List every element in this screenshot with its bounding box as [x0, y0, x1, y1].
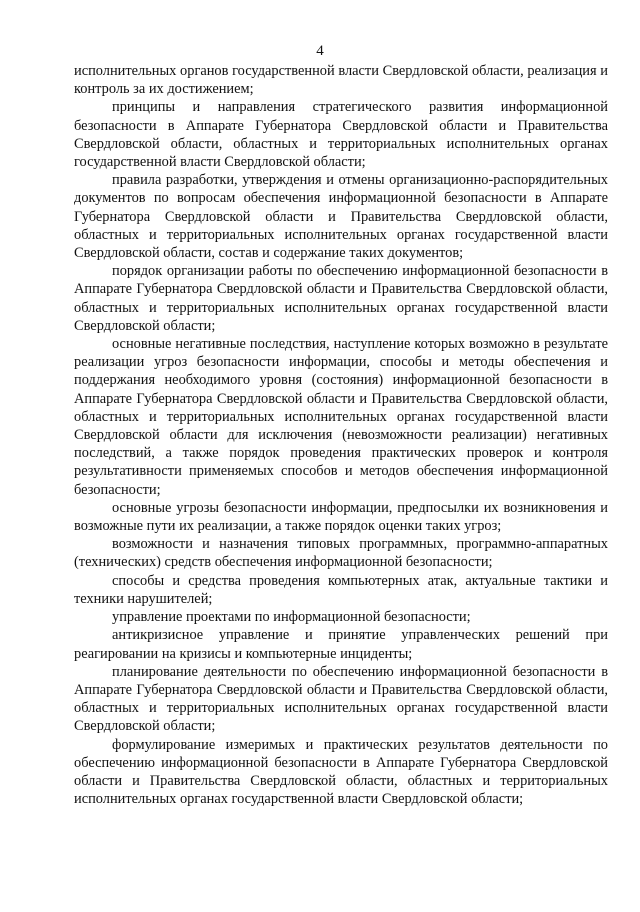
paragraph: возможности и назначения типовых программных, программно-аппаратных (технических) средств обеспечения информационной безопасности;: [74, 536, 608, 571]
document-body: [74, 62, 608, 808]
paragraph: основные угрозы безопасности информации, предпосылки их возникновения и возможные пути их реализации, а также порядок оценки таких угроз;: [74, 499, 608, 535]
paragraph: правила разработки, утверждения и отмены организационно-распорядительных документов по вопросам обеспечения информационной безопасности в Аппарате Губернатора Свердловской области и Правительства Свердловской области, областных и территориальных исполнительных органах государственной власти Свердловской области, состав и содержание таких документов;: [74, 172, 608, 262]
paragraph: основные негативные последствия, наступление которых возможно в результате реализации угроз безопасности информации, способы и методы обеспечения и поддержания необходимого уровня (состояния) информационной безопасности в Аппарате Губернатора Свердловской области и Правительства Свердловской области, областных и территориальных исполнительных органах государственной власти Свердловской области для исключения (невозможности реализации) негативных последствий, а также порядок проведения практических проверок и контроля результативности применяемых способов и методов обеспечения информационной безопасности;: [74, 336, 608, 498]
paragraph: управление проектами по информационной безопасности;: [112, 609, 471, 626]
paragraph: принципы и направления стратегического развития информационной безопасности в Аппарате Губернатора Свердловской области и Правительства Свердловской области, областных и территориальных исполнительных органах государственной власти Свердловской области;: [74, 99, 608, 171]
paragraph: порядок организации работы по обеспечению информационной безопасности в Аппарате Губернатора Свердловской области и Правительства Свердловской области, областных и территориальных исполнительных органах государственной власти Свердловской области;: [74, 263, 608, 334]
paragraph: антикризисное управление и принятие управленческих решений при реагировании на кризисы и компьютерные инциденты;: [74, 627, 608, 662]
paragraph: способы и средства проведения компьютерных атак, актуальные тактики и техники нарушителей;: [74, 572, 608, 607]
paragraph: планирование деятельности по обеспечению информационной безопасности в Аппарате Губернатора Свердловской области и Правительства Свердловской области, областных и территориальных исполнительных органах государственной власти Свердловской области;: [74, 663, 608, 735]
page-number: 4: [316, 43, 324, 59]
paragraph-continuation: исполнительных органов государственной власти Свердловской области, реализация и контроль за их достижением;: [74, 63, 608, 98]
paragraph: формулирование измеримых и практических результатов деятельности по обеспечению информационной безопасности в Аппарате Губернатора Свердловской области и Правительства Свердловской области, областных и территориальных исполнительных органах государственной власти Свердловской области;: [74, 736, 608, 808]
